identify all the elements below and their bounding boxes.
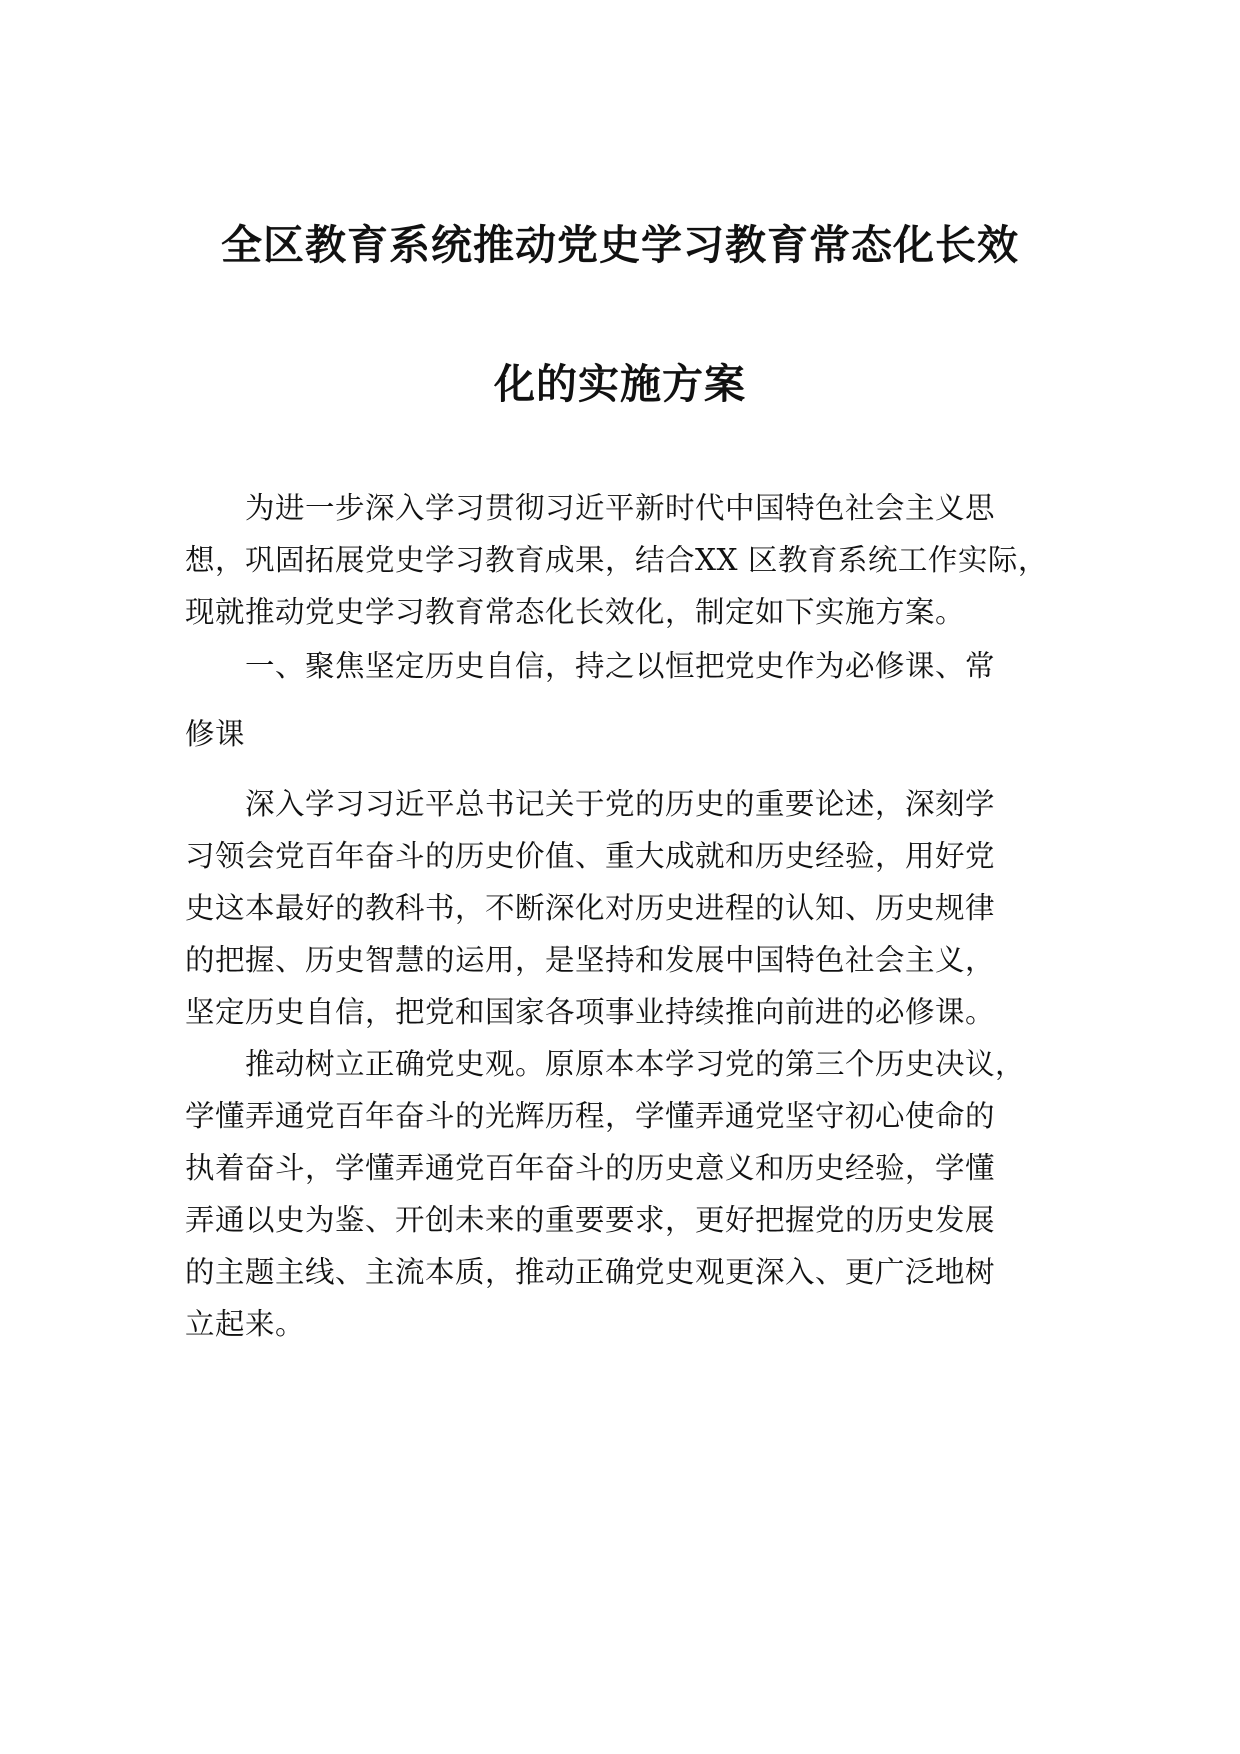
intro-line: 现就推动党史学习教育常态化长效化，制定如下实施方案。: [185, 595, 966, 629]
document-title-line-1: 全区教育系统推动党史学习教育常态化长效: [221, 221, 1019, 269]
paragraph-line: 的把握、历史智慧的运用，是坚持和发展中国特色社会主义，: [185, 943, 996, 977]
intro-line: 为进一步深入学习贯彻习近平新时代中国特色社会主义思: [245, 491, 996, 525]
intro-paragraph: [185, 482, 1055, 638]
paragraph-line: 弄通以史为鉴、开创未来的重要要求，更好把握党的历史发展: [185, 1203, 996, 1237]
section-1-heading-line-2: 修课: [185, 717, 246, 751]
intro-line: 想，巩固拓展党史学习教育成果，结合XX 区教育系统工作实际，: [185, 543, 1048, 577]
section-1-heading: [185, 640, 1055, 692]
section-1-heading-continued: [185, 708, 1055, 760]
paragraph-line: 推动树立正确党史观。原原本本学习党的第三个历史决议，: [245, 1047, 1026, 1081]
body-paragraph-2: [185, 778, 1055, 1038]
document-title-line-2: 化的实施方案: [494, 360, 746, 408]
paragraph-line: 执着奋斗，学懂弄通党百年奋斗的历史意义和历史经验，学懂: [185, 1151, 996, 1185]
body-paragraph-3: [185, 1038, 1055, 1350]
paragraph-line: 学懂弄通党百年奋斗的光辉历程，学懂弄通党坚守初心使命的: [185, 1099, 996, 1133]
paragraph-line: 深入学习习近平总书记关于党的历史的重要论述，深刻学: [245, 787, 996, 821]
paragraph-line: 史这本最好的教科书，不断深化对历史进程的认知、历史规律: [185, 891, 996, 925]
paragraph-line: 坚定历史自信，把党和国家各项事业持续推向前进的必修课。: [185, 995, 996, 1029]
section-1-heading-line-1: 一、聚焦坚定历史自信，持之以恒把党史作为必修课、常: [245, 649, 996, 683]
paragraph-line: 的主题主线、主流本质，推动正确党史观更深入、更广泛地树: [185, 1255, 996, 1289]
paragraph-line: 立起来。: [185, 1307, 306, 1341]
paragraph-line: 习领会党百年奋斗的历史价值、重大成就和历史经验，用好党: [185, 839, 996, 873]
